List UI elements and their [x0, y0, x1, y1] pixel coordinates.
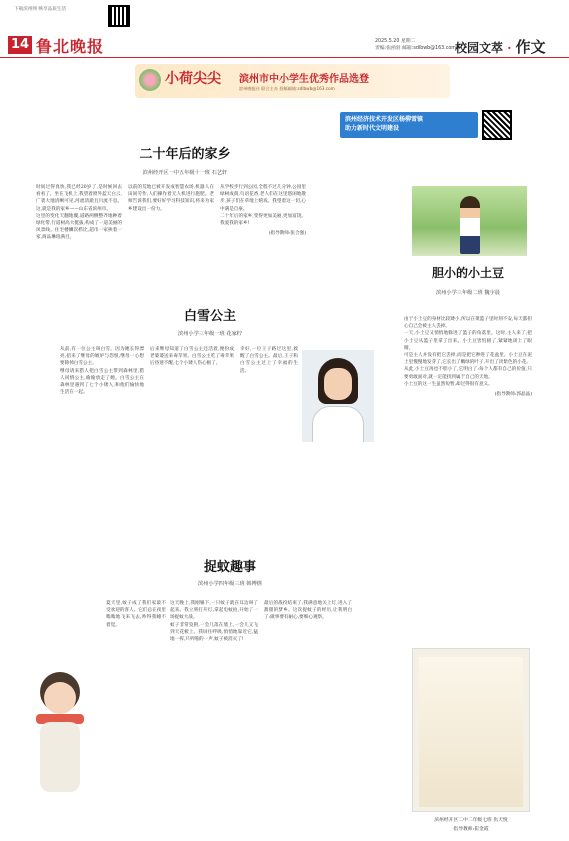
- article-3-title: 白雪公主: [183, 309, 236, 324]
- paragraph: 最后的战役结束了,我满意地关上灯,进入了甜甜的梦乡。这次捉蚊子的经历,让我明白了:做事要有耐心,要细心观察。: [264, 601, 352, 621]
- paragraph: 小土豆的这一生虽然短暂,却过得很有意义。: [404, 381, 493, 387]
- portrait-face: [324, 368, 352, 400]
- badge-qr-icon: [482, 110, 512, 140]
- paragraph: 后来继母知道了白雪公主还活着,便扮成老婆婆送来毒苹果。白雪公主吃了毒苹果后昏迷不醒,七个小矮人伤心极了。: [150, 347, 234, 367]
- issue-date: 2025.5.20 星期二: [375, 39, 416, 44]
- paragraph: 从学校步行到公园,全程不过几分钟,公园里绿树成荫,鸟语花香,老人们在这里悠闲地散步,孩子们在草地上嬉戏。我望着这一切,心中满是自豪。: [220, 185, 306, 212]
- article-4-title: 捉蚊趣事: [203, 560, 256, 575]
- lotus-icon: [139, 69, 161, 91]
- page-number-badge: 14: [8, 36, 32, 54]
- paragraph: 从此,小土豆再也不胆小了,它明白了:每个人都有自己的价值,只要勇敢面对,就一定能找到属于自己的天地。: [404, 367, 532, 380]
- paragraph: 一天,小土豆又悄悄地躲进了篮子的角落里。这时,主人来了,把小土豆从篮子里拿了出来。小土豆害怕极了,紧紧地闭上了眼睛。: [404, 331, 532, 351]
- column-banner: [135, 64, 450, 98]
- student-figure: [460, 196, 480, 254]
- newspaper-logo: 鲁北晚报: [36, 37, 105, 56]
- article-4-col-1: [106, 600, 166, 790]
- qr-code-icon: [108, 5, 130, 27]
- sponsor-badge: [340, 112, 478, 138]
- badge-line-2: 助力新时代文明建设: [345, 125, 400, 132]
- article-4-col-3: [264, 600, 352, 790]
- drawing-caption: 滨州经开区二中二年级七班 仇天悦: [434, 818, 508, 823]
- article-3-col-3: [240, 346, 298, 526]
- article-2-byline: 滨州小学三年级二班 魏宇晨: [436, 290, 500, 296]
- header-meta: [375, 38, 456, 52]
- article-3-col-1: [60, 346, 144, 514]
- paragraph: 继母请来猎人把白雪公主带到森林里,猎人同情公主,偷偷放走了她。白雪公主在森林里遇到了七个小矮人,和他们愉快地生活在一起。: [60, 368, 144, 396]
- article-2-body: [404, 316, 532, 614]
- paragraph: 蚊子非常狡猾,一会儿落在墙上,一会儿又飞到天花板上。我屏住呼吸,悄悄地靠近它,猛地一挥,只听啪的一声,蚊子被消灭了!: [170, 622, 258, 643]
- banner-subtitle: 滨州市中小学生优秀作品选登: [239, 74, 369, 85]
- paragraph: 幸好,一位王子路过这里,救醒了白雪公主。最后,王子和白雪公主过上了幸福的生活。: [240, 347, 298, 374]
- tagline-1: 下载滨州网 畅享品质生活: [14, 7, 66, 12]
- drawing-scene: [419, 657, 523, 807]
- illustration-body: [40, 722, 80, 792]
- article-4-illustration: [30, 596, 102, 806]
- badge-line-1: 滨州经济技术开发区杨柳雪镇: [345, 116, 424, 123]
- section-name: 校园文萃: [455, 41, 504, 55]
- article-2-teacher: (指导教师:郭晶晶): [494, 392, 532, 398]
- editor-info: 责编:张函羽 邮箱:sdlbwb@163.com: [375, 46, 456, 51]
- section-title: 校园文萃 · 作文: [455, 38, 546, 56]
- article-1-col-3: [220, 184, 306, 270]
- article-2-photo: [412, 186, 527, 256]
- article-1-title: 二十年后的家乡: [139, 147, 231, 162]
- article-3-col-2: [150, 346, 234, 514]
- article-3-portrait: [302, 350, 374, 442]
- banner-small-text: 滨州晚报社 联合主办 投稿邮箱:sdlbwb@163.com: [239, 86, 335, 91]
- article-1-byline: 滨州经开区一中五年级十一班 石艺轩: [142, 170, 228, 176]
- paragraph: 夏天里,蚊子成了我们家最不受欢迎的客人。它们总在夜里嗡嗡地飞来飞去,吵得我睡不着觉。: [106, 601, 166, 628]
- article-1-col-2: [128, 184, 214, 270]
- paragraph: 以前的荒地已被开发成智慧农场,机器人在田间劳作,人们操作着无人机进行施肥。老师告诉我们,要好好学习科技知识,将来为家乡建设出一份力。: [128, 185, 214, 212]
- article-3-byline: 滨州小学三年级一班 花家柠: [178, 331, 242, 337]
- paragraph: 这里的变化天翻地覆,道路两侧整齐地种着绿化带,行道树高大挺拔,构成了一道美丽的风景线。住宅楼鳞次栉比,超市一家挨着一家,商品琳琅满目。: [36, 213, 122, 241]
- illustration-face: [44, 682, 76, 714]
- page-header: [0, 0, 569, 58]
- banner-title: 小荷尖尖: [165, 71, 221, 87]
- header-taglines: [14, 6, 66, 13]
- student-drawing: [412, 648, 530, 812]
- paragraph: 由于小土豆的身材比较矮小,所以在菜篮子里时刻不安,每天都担心自己会被主人丢掉。: [404, 317, 532, 330]
- article-1-teacher: (指导教师:张合强): [268, 231, 306, 237]
- article-4-col-2: [170, 600, 258, 790]
- article-1-col-1: [36, 184, 122, 270]
- paragraph: 可是主人并没有把它丢掉,而是把它种进了花盆里。小土豆在泥土里慢慢地发芽了,它长出了嫩绿的叶子,开出了淡紫色的小花。: [404, 353, 532, 366]
- paragraph: 时间过得真快,我已经20岁了,是时候回去看看了。坐在飞机上,我望着窗外蓝天白云,广袤大地清晰可见,河流清澈且川流不息。这,就是我的家乡——山东省滨州市。: [36, 185, 122, 212]
- paragraph: 这天晚上,我刚躺下,一只蚊子就在耳边叫了起来。我立刻打开灯,拿起电蚊拍,开始了一场捉蚊大战。: [170, 601, 258, 621]
- article-4-byline: 滨州小学四年级三班 韩博僖: [198, 581, 262, 587]
- portrait-shirt: [312, 406, 364, 442]
- paragraph: 从前,有一位公主叫白雪。因为她长得漂亮,招来了继母的嫉妒与怨恨,继母一心想要除掉白雪公主。: [60, 347, 144, 367]
- paragraph: 二十年后的家乡,变得更加美丽,更加富饶。我爱我的家乡!: [220, 213, 306, 227]
- section-sub: 作文: [515, 38, 546, 56]
- drawing-teacher: 指导教师:崔金霞: [453, 827, 489, 832]
- article-2-title: 胆小的小土豆: [431, 266, 504, 280]
